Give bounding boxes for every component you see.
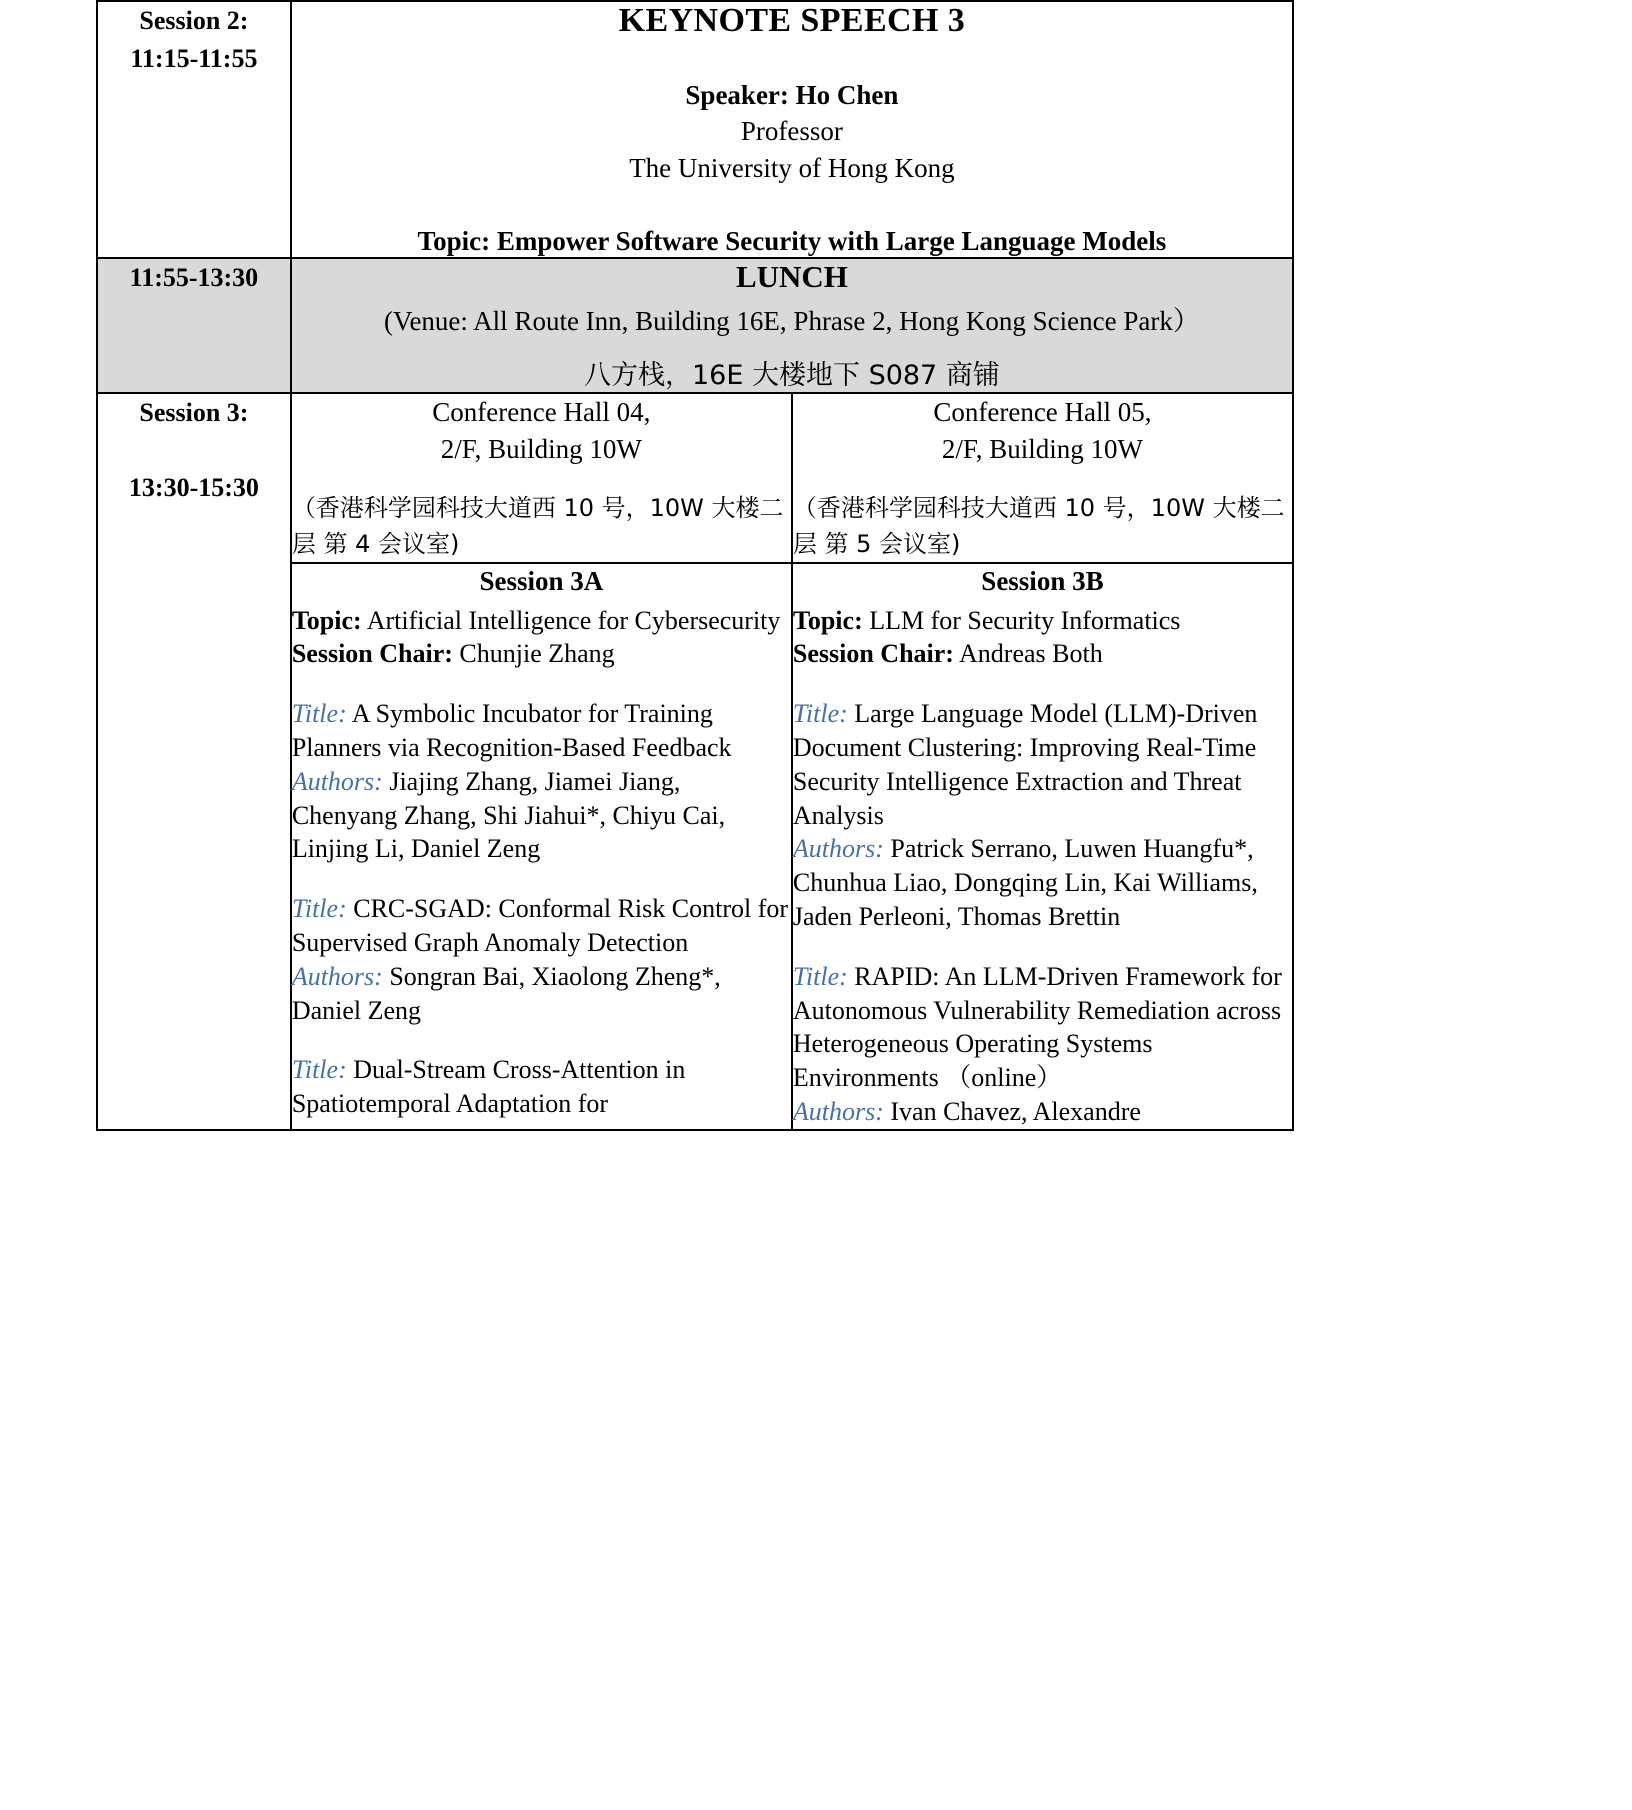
lunch-time-cell: 11:55-13:30	[97, 258, 291, 393]
session-3a-name: Session 3A	[479, 566, 604, 597]
paper-title	[793, 697, 1292, 832]
hall-04-cell	[291, 393, 792, 564]
paper-authors	[793, 832, 1292, 933]
keynote-topic: Topic: Empower Software Security with Large Language Models	[417, 225, 1167, 256]
session-3-label: Session 3:	[139, 397, 249, 427]
paper-item	[793, 697, 1292, 934]
paper-item	[793, 960, 1292, 1129]
title-value: Dual-Stream Cross-Attention in Spatiotemporal Adaptation for	[291, 1055, 686, 1119]
authors-label: Authors:	[291, 961, 383, 991]
paper-authors	[292, 960, 791, 1028]
authors-value: Songran Bai, Xiaolong Zheng*, Daniel Zeng	[291, 961, 721, 1025]
title-label: Title:	[291, 894, 347, 924]
authors-value: Patrick Serrano, Luwen Huangfu*, Chunhua Liao, Dongqing Lin, Kai Williams, Jaden Perleoni, Thomas Brettin	[792, 834, 1258, 931]
conference-schedule-table	[96, 0, 1294, 1131]
lunch-venue: (Venue: All Route Inn, Building 16E, Phrase 2, Hong Kong Science Park）	[383, 305, 1200, 336]
session-2-label: Session 2:	[139, 6, 249, 35]
chair-label: Session Chair:	[291, 639, 453, 669]
chair-value: Andreas Both	[953, 639, 1103, 669]
hall-05-address-chinese: （香港科学园科技大道西 10 号，10W 大楼二层 第 5 会议室)	[792, 494, 1285, 559]
session-3b-chair	[793, 637, 1292, 671]
session-2-row	[97, 1, 1293, 258]
session-3a-chair	[292, 637, 791, 671]
session-3-time-cell	[97, 393, 291, 1130]
session-3b-name: Session 3B	[981, 566, 1104, 597]
authors-label: Authors:	[291, 766, 383, 796]
paper-item	[292, 697, 791, 866]
topic-value: LLM for Security Informatics	[862, 605, 1181, 635]
title-value: RAPID: An LLM-Driven Framework for Autonomous Vulnerability Remediation across Heterogeneous Operating Systems Environments （online）	[792, 961, 1282, 1093]
session-3b-cell	[792, 563, 1293, 1129]
session-2-time: 11:15-11:55	[130, 43, 258, 73]
lunch-row	[97, 258, 1293, 393]
authors-value: Ivan Chavez, Alexandre	[883, 1096, 1141, 1126]
title-value: Large Language Model (LLM)-Driven Document Clustering: Improving Real-Time Security Intelligence Extraction and Threat Analysis	[792, 699, 1258, 830]
paper-title	[292, 1053, 791, 1121]
paper-item	[292, 892, 791, 1027]
keynote-title: KEYNOTE SPEECH 3	[618, 2, 966, 39]
paper-authors	[292, 765, 791, 866]
lunch-venue-chinese: 八方栈，16E 大楼地下 S087 商铺	[583, 359, 1000, 391]
topic-label: Topic:	[792, 605, 863, 635]
hall-04-address-chinese: （香港科学园科技大道西 10 号，10W 大楼二层 第 4 会议室)	[291, 494, 784, 559]
title-label: Title:	[291, 1055, 347, 1085]
hall-05-floor: 2/F, Building 10W	[941, 434, 1143, 465]
topic-value: Artificial Intelligence for Cybersecurity	[361, 605, 781, 635]
session-3-time: 13:30-15:30	[128, 473, 259, 503]
topic-label: Topic:	[291, 605, 362, 635]
title-label: Title:	[291, 699, 347, 729]
paper-title	[292, 892, 791, 960]
title-value: CRC-SGAD: Conformal Risk Control for Supervised Graph Anomaly Detection	[291, 894, 789, 957]
keynote-role: Professor	[740, 116, 843, 146]
lunch-title: LUNCH	[735, 258, 848, 294]
hall-05-cell	[792, 393, 1293, 564]
session-3a-topic	[292, 604, 791, 638]
authors-label: Authors:	[792, 834, 884, 864]
paper-title	[793, 960, 1292, 1095]
keynote-3-cell	[291, 1, 1293, 258]
authors-label: Authors:	[792, 1096, 884, 1126]
title-label: Title:	[792, 699, 848, 729]
keynote-affiliation: The University of Hong Kong	[629, 153, 955, 184]
title-label: Title:	[792, 961, 848, 991]
title-value: A Symbolic Incubator for Training Planners via Recognition-Based Feedback	[291, 699, 732, 762]
session-3b-topic	[793, 604, 1292, 638]
authors-value: Jiajing Zhang, Jiamei Jiang, Chenyang Zhang, Shi Jiahui*, Chiyu Cai, Linjing Li, Daniel Zeng	[291, 766, 726, 864]
chair-value: Chunjie Zhang	[452, 639, 615, 669]
paper-authors	[793, 1095, 1292, 1129]
paper-item	[292, 1053, 791, 1121]
paper-title	[292, 697, 791, 765]
lunch-cell	[291, 258, 1293, 393]
session-3a-cell	[291, 563, 792, 1129]
session-3-halls-row	[97, 393, 1293, 564]
chair-label: Session Chair:	[792, 639, 954, 669]
hall-05-name: Conference Hall 05,	[933, 396, 1152, 427]
session-2-time-cell	[97, 1, 291, 258]
hall-04-name: Conference Hall 04,	[432, 396, 651, 427]
keynote-speaker: Speaker: Ho Chen	[685, 80, 899, 110]
hall-04-floor: 2/F, Building 10W	[440, 434, 642, 465]
